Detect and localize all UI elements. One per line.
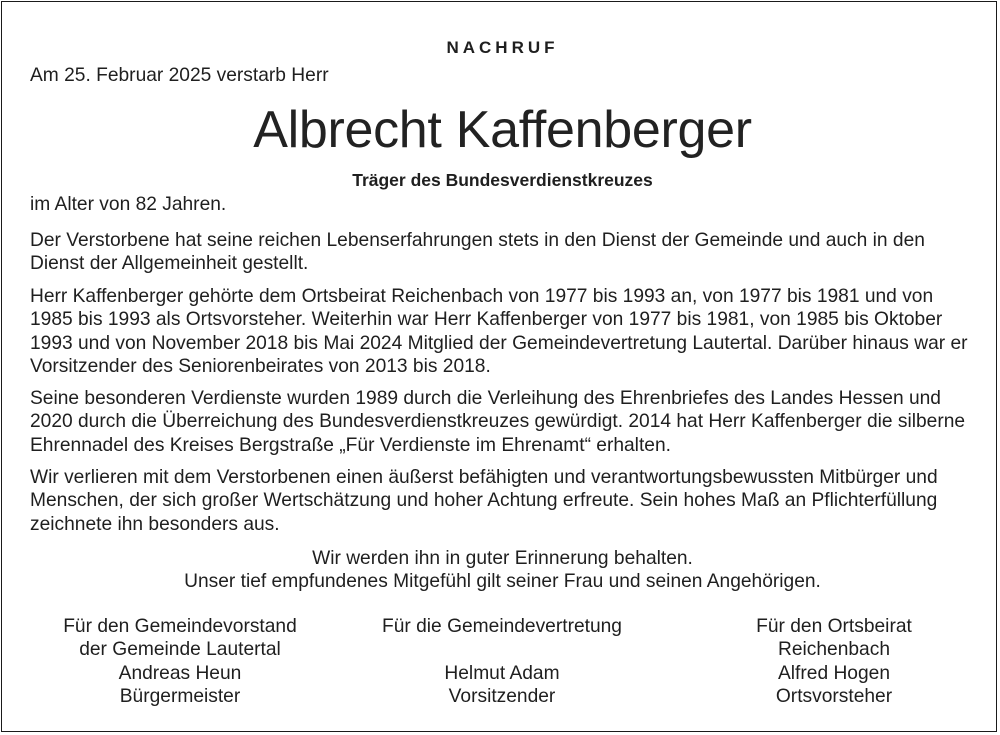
- signature-role: Vorsitzender: [448, 685, 556, 707]
- deceased-name: Albrecht Kaffenberger: [253, 101, 752, 159]
- paragraph-offices: Herr Kaffenberger gehörte dem Ortsbeirat Reichenbach von 1977 bis 1993 an, von 1977 bis 1981 und von 1985 bis 1993 als Ortsvorsteher. Weiterhin war Herr Kaffenberger von 1977 bis 1981, von 1985 bis Oktober 1993 und von November 2018 bis Mai 2024 Mitglied der Gemeindevertretung Lautertal. Darüber hinaus war er Vorsitzender des Seniorenbeirates von 2013 bis 2018.: [30, 286, 968, 377]
- signature-body-line: Für den Ortsbeirat: [756, 616, 912, 637]
- paragraph-tribute: Wir verlieren mit dem Verstorbenen einen äußerst befähigten und verantwortungsbewussten Mitbürger und Menschen, der sich großer Wertschätzung und hoher Achtung erfreute. Sein hohes Maß an Pflichterfüllung zeichnete ihn besonders aus.: [30, 467, 938, 535]
- honor-subtitle: Träger des Bundesverdienstkreuzes: [352, 170, 653, 190]
- signature-person: Helmut Adam: [444, 662, 560, 684]
- signature-body-line: Für den Gemeindevorstand: [63, 616, 297, 637]
- closing-line-condolence: Unser tief empfundenes Mitgefühl gilt seiner Frau und seinen Angehörigen.: [184, 571, 821, 593]
- intro-line: Am 25. Februar 2025 verstarb Herr: [30, 65, 329, 86]
- signature-block: [30, 615, 975, 715]
- paragraph-honors: Seine besonderen Verdienste wurden 1989 durch die Verleihung des Ehrenbriefes des Landes Hessen und 2020 durch die Überreichung des Bundesverdienstkreuzes gewürdigt. 2014 hat Herr Kaffenberger die silberne Ehrennadel des Kreises Bergstraße „Für Verdienste im Ehrenamt“ erhalten.: [30, 388, 966, 456]
- signature-gemeindevorstand: [30, 615, 330, 708]
- paragraph-service: Der Verstorbene hat seine reichen Lebenserfahrungen stets in den Dienst der Gemeinde und auch in den Dienst der Allgemeinheit gestellt.: [30, 230, 925, 275]
- signature-role: Ortsvorsteher: [775, 685, 893, 707]
- signature-person: Alfred Hogen: [778, 662, 890, 684]
- signature-person: Andreas Heun: [118, 662, 242, 684]
- notice-frame: [1, 1, 997, 732]
- signature-ortsbeirat: [684, 615, 984, 708]
- signature-role: Bürgermeister: [119, 685, 241, 707]
- age-line: im Alter von 82 Jahren.: [30, 194, 227, 215]
- signature-body-line: der Gemeinde Lautertal: [79, 639, 281, 661]
- signature-gemeindevertretung: [352, 615, 652, 708]
- notice-heading: NACHRUF: [446, 38, 559, 57]
- closing-line-remembrance: Wir werden ihn in guter Erinnerung behalten.: [312, 548, 693, 569]
- closing-block: [30, 547, 975, 594]
- signature-body-line: Für die Gemeindevertretung: [382, 616, 622, 637]
- signature-body-line: [352, 638, 652, 661]
- signature-body-line: Reichenbach: [777, 639, 890, 661]
